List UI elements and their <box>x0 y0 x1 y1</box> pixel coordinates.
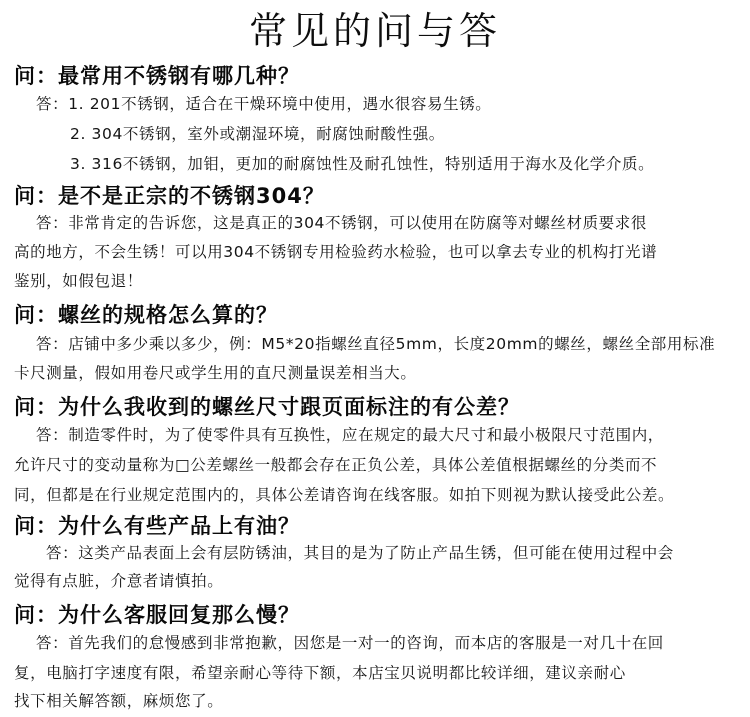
faq-answer-5-line-1: 答：这类产品表面上会有层防锈油，其目的是为了防止产品生锈，但可能在使用过程中会 <box>46 544 674 562</box>
faq-answer-6-line-1: 答：首先我们的怠慢感到非常抱歉，因您是一对一的咨询，而本店的客服是一对几十在回 <box>36 634 664 652</box>
faq-question-5: 问：为什么有些产品上有油？ <box>14 514 300 538</box>
faq-answer-1-line-2: 2. 304不锈钢，室外或潮湿环境，耐腐蚀耐酸性强。 <box>70 125 445 143</box>
faq-answer-1-line-3: 3. 316不锈钢，加钼，更加的耐腐蚀性及耐孔蚀性，特别适用于海水及化学介质。 <box>70 155 655 173</box>
faq-answer-2-line-1: 答：非常肯定的告诉您，这是真正的304不锈钢，可以使用在防腐等对螺丝材质要求很 <box>36 214 647 232</box>
faq-answer-2-line-2: 高的地方，不会生锈！可以用304不锈钢专用检验药水检验，也可以拿去专业的机构打光谱 <box>14 243 658 261</box>
faq-question-6: 问：为什么客服回复那么慢？ <box>14 603 300 627</box>
faq-answer-6-line-2: 复，电脑打字速度有限，希望亲耐心等待下额，本店宝贝说明都比较详细，建议亲耐心 <box>14 664 626 682</box>
faq-question-3: 问：螺丝的规格怎么算的？ <box>14 303 278 327</box>
faq-question-4: 问：为什么我收到的螺丝尺寸跟页面标注的有公差？ <box>14 395 520 419</box>
faq-answer-3-line-1: 答：店铺中多少乘以多少，例：M5*20指螺丝直径5mm，长度20mm的螺丝，螺丝全部用标准 <box>36 335 716 353</box>
faq-answer-4-line-2: 允许尺寸的变动量称为□公差螺丝一般都会存在正负公差，具体公差值根据螺丝的分类而不 <box>14 456 658 474</box>
faq-answer-4-line-1: 答：制造零件时，为了使零件具有互换性，应在规定的最大尺寸和最小极限尺寸范围内， <box>36 426 664 444</box>
faq-question-1: 问：最常用不锈钢有哪几种？ <box>14 64 300 88</box>
faq-answer-5-line-2: 觉得有点脏，介意者请慎拍。 <box>14 572 224 590</box>
faq-question-2: 问：是不是正宗的不锈钢304？ <box>14 184 325 208</box>
faq-answer-4-line-3: 同，但都是在行业规定范围内的，具体公差请咨询在线客服。如拍下则视为默认接受此公差。 <box>14 486 675 504</box>
faq-answer-2-line-3: 鉴别，如假包退！ <box>14 272 143 290</box>
faq-answer-6-line-3: 找下相关解答额，麻烦您了。 <box>14 692 224 710</box>
faq-answer-1-line-1: 答：1. 201不锈钢，适合在干燥环境中使用，遇水很容易生锈。 <box>36 95 492 113</box>
page-title: 常见的问与答 <box>248 9 501 53</box>
faq-answer-3-line-2: 卡尺测量，假如用卷尺或学生用的直尺测量误差相当大。 <box>14 364 417 382</box>
